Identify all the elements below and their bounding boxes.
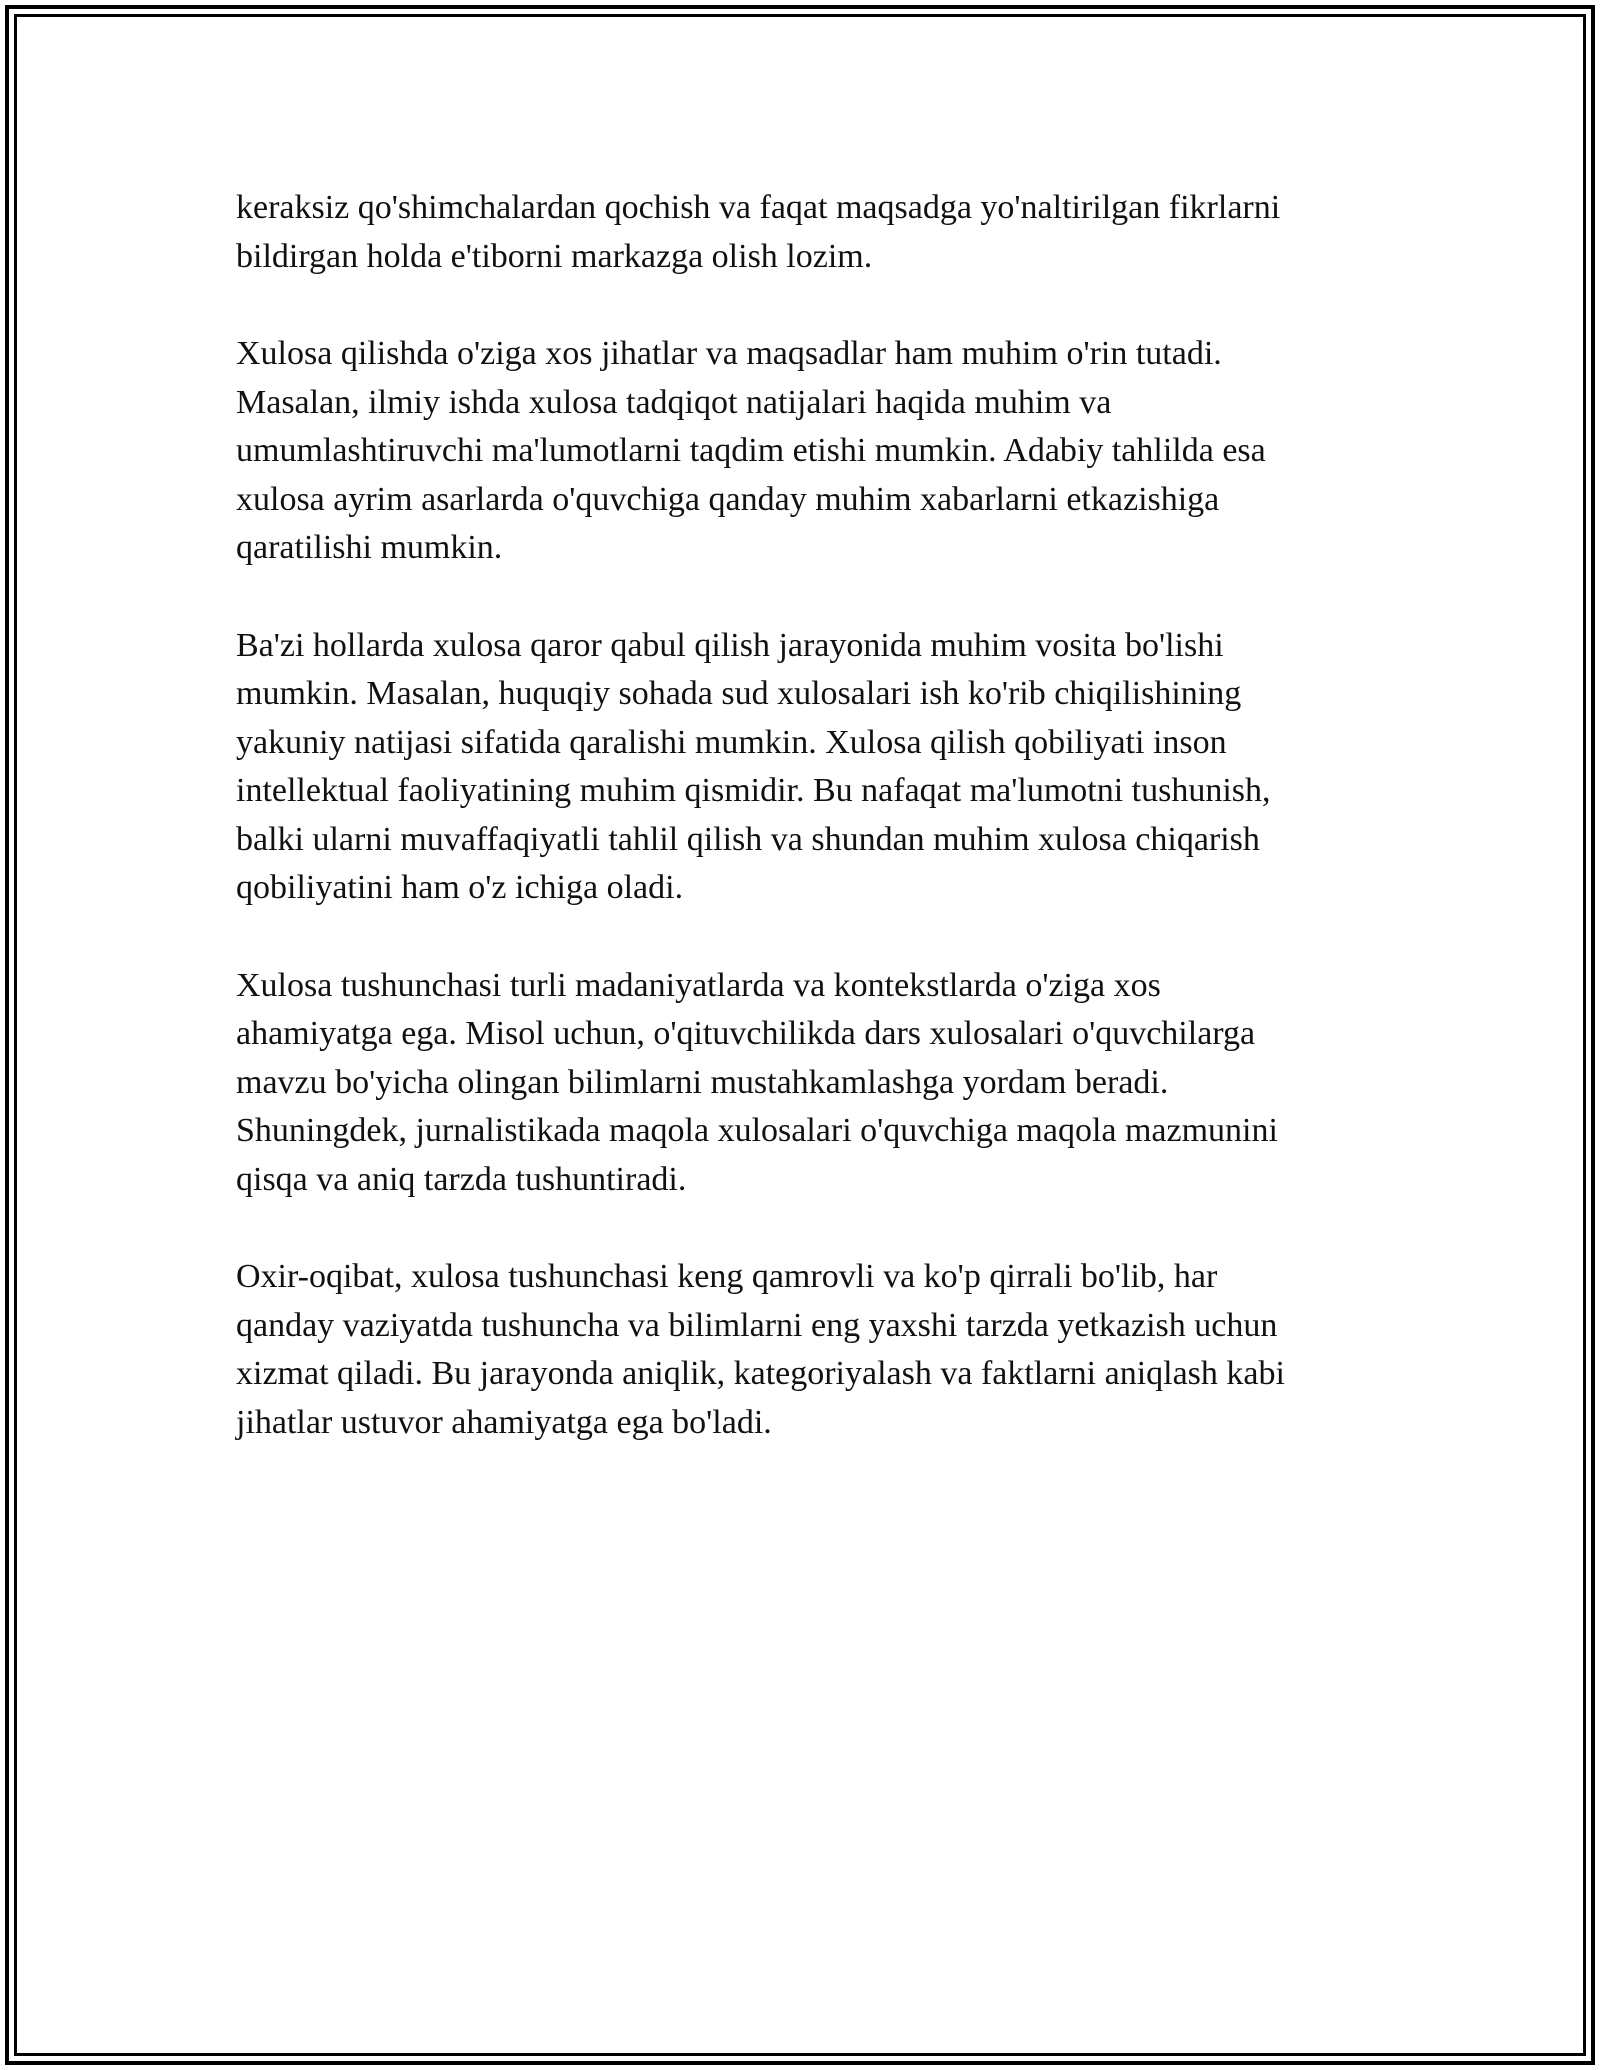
text-line: bildirgan holda e'tiborni markazga olish lozim. — [236, 237, 873, 275]
text-line: Xulosa qilishda o'ziga xos jihatlar va maqsadlar ham muhim o'rin tutadi. — [236, 335, 1222, 372]
text-line: ahamiyatga ega. Misol uchun, o'qituvchilikda dars xulosalari o'quvchilarga — [236, 1015, 1256, 1052]
document-body — [236, 184, 1386, 1496]
text-line: Xulosa tushunchasi turli madaniyatlarda va kontekstlarda o'ziga xos — [236, 966, 1161, 1004]
paragraph-1 — [236, 184, 1386, 281]
text-line: intellektual faoliyatining muhim qismidir. Bu nafaqat ma'lumotni tushunish, — [236, 772, 1271, 809]
text-line: umumlashtiruvchi ma'lumotlarni taqdim etishi mumkin. Adabiy tahlilda esa — [236, 432, 1266, 469]
text-line: balki ularni muvaffaqiyatli tahlil qilish va shundan muhim xulosa chiqarish — [236, 820, 1260, 858]
text-line: xulosa ayrim asarlarda o'quvchiga qanday muhim xabarlarni etkazishiga — [236, 480, 1220, 518]
text-line: Shuningdek, jurnalistikada maqola xulosalari o'quvchiga maqola mazmunini — [236, 1112, 1278, 1149]
text-line: qisqa va aniq tarzda tushuntiradi. — [236, 1160, 687, 1198]
text-line: qaratilishi mumkin. — [236, 529, 503, 566]
text-line: qanday vaziyatda tushuncha va bilimlarni eng yaxshi tarzda yetkazish uchun — [236, 1306, 1278, 1344]
text-line: Ba'zi hollarda xulosa qaror qabul qilish jarayonida muhim vosita bo'lishi — [236, 626, 1224, 664]
text-line: xizmat qiladi. Bu jarayonda aniqlik, kategoriyalash va faktlarni aniqlash kabi — [236, 1355, 1285, 1392]
paragraph-5 — [236, 1253, 1386, 1447]
paragraph-2 — [236, 330, 1386, 573]
text-line: Oxir-oqibat, xulosa tushunchasi keng qamrovli va ko'p qirrali bo'lib, har — [236, 1258, 1218, 1295]
text-line: yakuniy natijasi sifatida qaralishi mumkin. Xulosa qilish qobiliyati inson — [236, 723, 1227, 761]
text-line: keraksiz qo'shimchalardan qochish va faqat maqsadga yo'naltirilgan fikrlarni — [236, 189, 1281, 226]
text-line: mumkin. Masalan, huquqiy sohada sud xulosalari ish ko'rib chiqilishining — [236, 675, 1242, 712]
text-line: jihatlar ustuvor ahamiyatga ega bo'ladi. — [236, 1403, 772, 1441]
text-line: mavzu bo'yicha olingan bilimlarni mustahkamlashga yordam beradi. — [236, 1063, 1169, 1101]
text-line: Masalan, ilmiy ishda xulosa tadqiqot natijalari haqida muhim va — [236, 383, 1112, 421]
text-line: qobiliyatini ham o'z ichiga oladi. — [236, 869, 684, 906]
paragraph-4 — [236, 962, 1386, 1205]
paragraph-3 — [236, 622, 1386, 913]
